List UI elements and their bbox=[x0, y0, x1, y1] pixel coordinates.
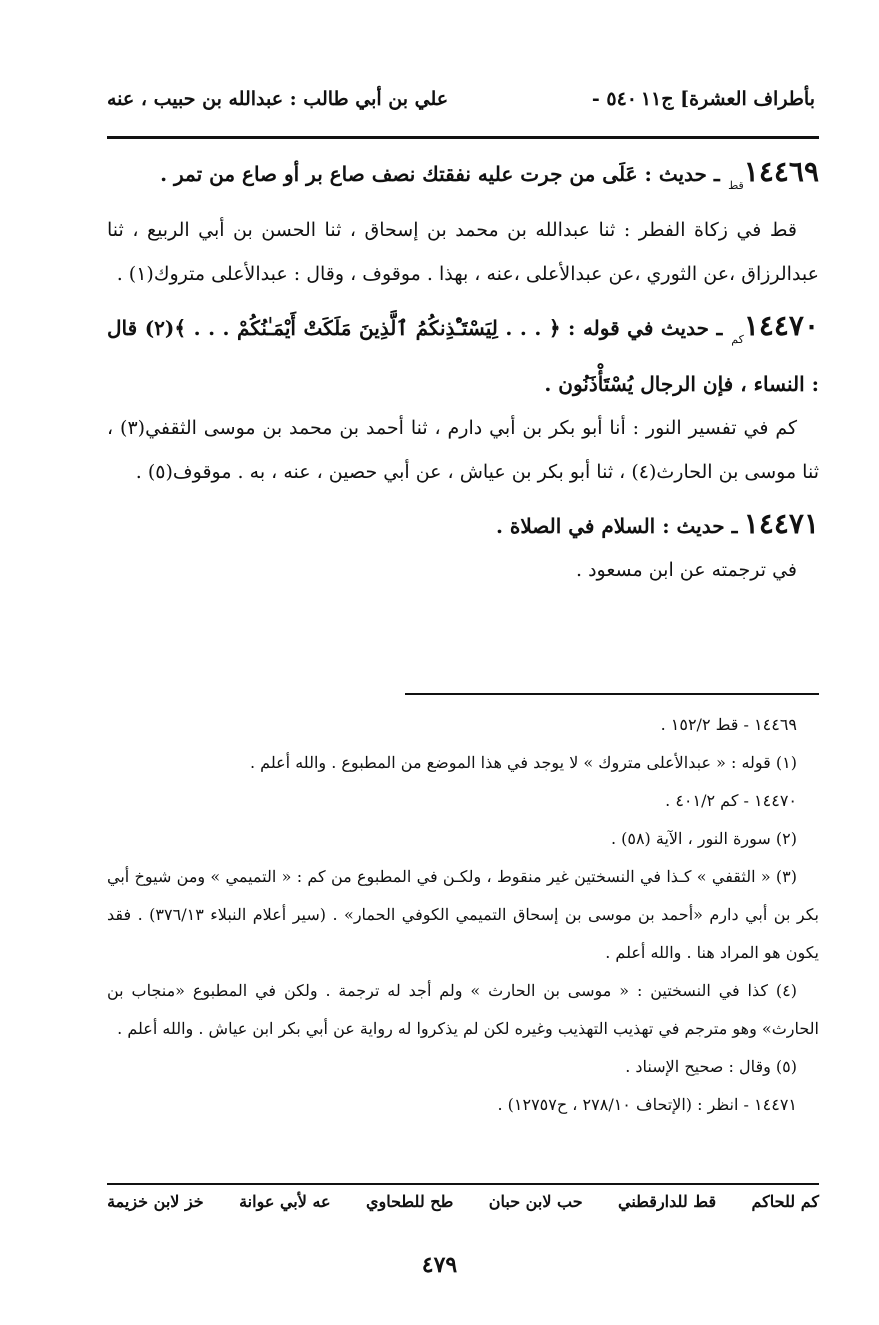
header-rule bbox=[107, 136, 819, 139]
running-header bbox=[107, 88, 815, 122]
hadith-number: ١٤٤٦٩ bbox=[743, 155, 819, 188]
footnote-item: (٣) « الثقفي » كـذا في النسختين غير منقوط ، ولكـن في المطبوع من كم : « التميمي » ومن شيوخ أبي بكر بن أبي دارم «أحمد بن موسى بن إسحاق التميمي الكوفي الحمار» . (سير أعلام النبلاء ٣٧٦/١٣) . فقد يكون هو المراد هنا . والله أعلم . bbox=[107, 867, 820, 962]
abbreviation-item: عه لأبي عوانة bbox=[239, 1192, 331, 1211]
hadith-text: ـ حديث : عَلَى من جرت عليه نفقتك نصف صاع بر أو صاع من تمر . bbox=[160, 162, 720, 186]
source-symbol: كم bbox=[731, 333, 744, 346]
footnote-item: (٤) كذا في النسختين : « موسى بن الحارث » ولم أجد له ترجمة . ولكن في المطبوع «منجاب بن الحارث» وهو مترجم في تهذيب التهذيب وغيره لكن لم يذكروا له رواية عن أبي بكر ابن عياش . والله أعلم . bbox=[107, 981, 819, 1038]
hadith-heading-14469 bbox=[107, 150, 819, 208]
footnote-item: (٥) وقال : صحيح الإسناد . bbox=[625, 1057, 797, 1076]
hadith-source-14469: قط في زكاة الفطر : ثنا عبدالله بن محمد بن إسحاق ، ثنا الحسن بن أبي الربيع ، ثنا عبدالرزاق ،عن الثوري ،عن عبدالأعلى ،عنه ، بهذا . موقوف ، وقال : عبدالأعلى متروك(١) . bbox=[107, 219, 819, 285]
footnotes bbox=[107, 706, 819, 1124]
abbreviation-item: قط للدارقطني bbox=[618, 1192, 717, 1211]
spacer bbox=[107, 494, 819, 502]
hadith-number: ١٤٤٧٠ bbox=[743, 309, 820, 342]
abbreviation-rule bbox=[107, 1183, 819, 1185]
footnote-rule bbox=[405, 693, 819, 695]
hadith-text: ـ حديث : السلام في الصلاة . bbox=[495, 514, 738, 538]
hadith-heading-14470 bbox=[107, 304, 819, 406]
hadith-text: ـ حديث في قوله : ﴿ . . . لِيَسْتَـْٔذِنكُمُ ٱلَّذِينَ مَلَكَتْ أَيْمَـٰنُكُمْ . . . ﴾(٢) قال : النساء ، فإن الرجال يُسْتَأْذَنُون . bbox=[107, 316, 819, 396]
footnote-item: (٢) سورة النور ، الآية (٥٨) . bbox=[610, 829, 797, 848]
footnote-item: ١٤٤٧١ - انظر : (الإتحاف ٢٧٨/١٠ ، ح١٢٧٥٧) . bbox=[497, 1095, 797, 1114]
hadith-number: ١٤٤٧١ bbox=[743, 507, 819, 540]
header-book-title: بأطراف العشرة] ج١١ bbox=[640, 88, 815, 110]
abbreviation-item: حب لابن حبان bbox=[488, 1192, 583, 1211]
hadith-heading-14471 bbox=[107, 502, 819, 548]
main-text bbox=[107, 150, 819, 592]
abbreviation-key bbox=[107, 1192, 819, 1222]
header-subject: علي بن أبي طالب : عبدالله بن حبيب ، عنه bbox=[107, 88, 449, 110]
footnote-item: (١) قوله : « عبدالأعلى متروك » لا يوجد في هذا الموضع من المطبوع . والله أعلم . bbox=[250, 753, 797, 772]
hadith-source-14471: في ترجمته عن ابن مسعود . bbox=[576, 559, 797, 581]
abbreviation-item: خز لابن خزيمة bbox=[107, 1192, 204, 1211]
source-symbol: قط bbox=[728, 179, 744, 192]
hadith-source-14470: كم في تفسير النور : أنا أبو بكر بن أبي دارم ، ثنا أحمد بن محمد بن موسى الثقفي(٣) ، ثنا موسى بن الحارث(٤) ، ثنا أبو بكر بن عياش ، عن أبي حصين ، عنه ، به . موقوف(٥) . bbox=[107, 417, 819, 483]
page-number: ٤٧٩ bbox=[421, 1252, 458, 1278]
header-page-ref: ٥٤٠ - bbox=[591, 88, 637, 110]
footnote-item: ١٤٤٦٩ - قط ١٥٢/٢ . bbox=[660, 715, 797, 734]
abbreviation-item: طح للطحاوي bbox=[365, 1192, 454, 1211]
spacer bbox=[107, 296, 819, 304]
footnote-item: ١٤٤٧٠ - كم ٤٠١/٢ . bbox=[665, 791, 797, 810]
abbreviation-item: كم للحاكم bbox=[751, 1192, 819, 1211]
